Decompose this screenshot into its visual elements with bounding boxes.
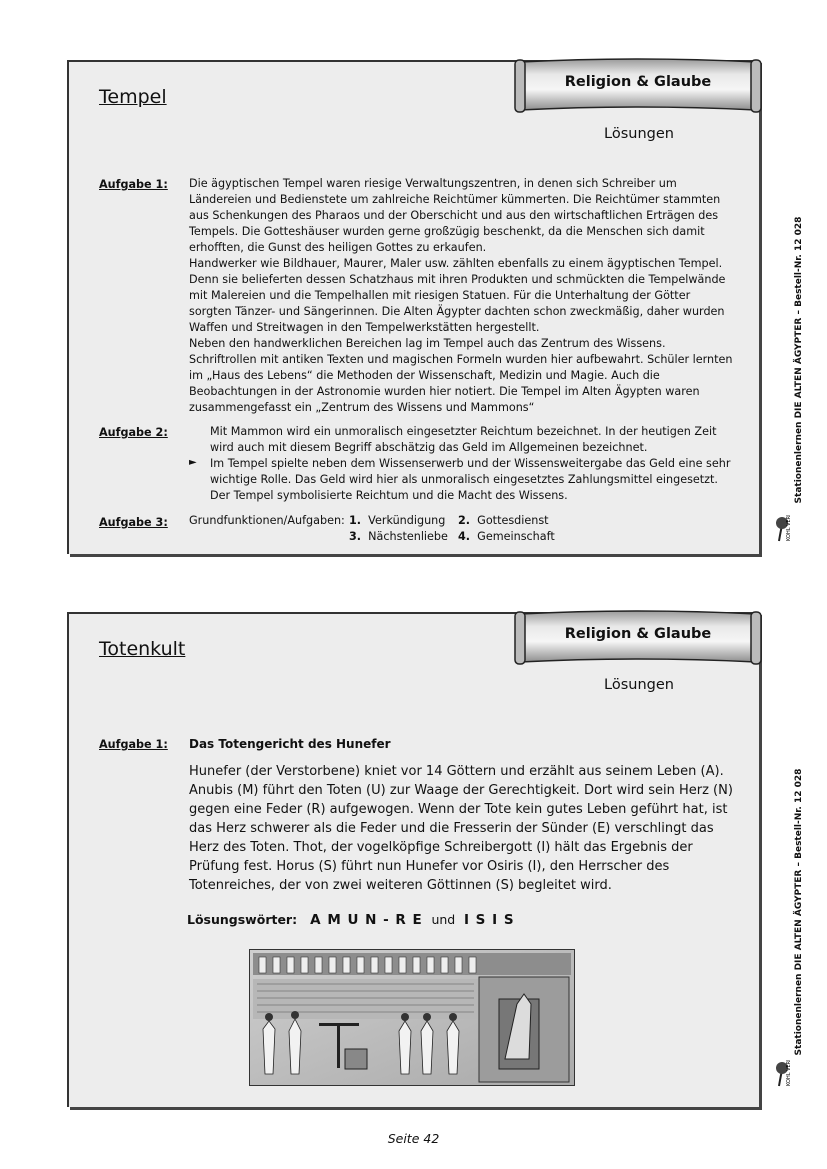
paragraph: Mit Mammon wird ein unmoralisch eingesetzter Reichtum bezeichnet. In der heutigen Zeit wird auch mit diesem Begriff abschätzig das Geld im Allgemeinen bezeichnet. <box>210 425 717 454</box>
banner-title: Religion & Glaube <box>564 74 712 90</box>
answer-connector: und <box>431 912 456 927</box>
task-label: Aufgabe 1: <box>99 178 168 191</box>
task-label: Aufgabe 3: <box>99 516 168 529</box>
task-label: Aufgabe 2: <box>99 426 168 439</box>
arrow-bullet-icon: ► <box>189 457 197 468</box>
solutions-label: Lösungen <box>604 126 674 142</box>
item-number: 4. <box>458 530 471 543</box>
answer-word-1: A M U N - R E <box>310 912 423 928</box>
item-number: 1. <box>349 514 362 527</box>
series-info: Stationenlernen DIE ALTEN ÄGYPTER – Bestell-Nr. 12 028 <box>794 216 804 504</box>
paragraph: Handwerker wie Bildhauer, Maurer, Maler usw. zählten ebenfalls zu einem ägyptischen Tempel. Denn sie belieferten dessen Schatzhaus mit ihren Produkten und schmückten die Tempelwände mit Malereien und die Tempelhallen mit riesigen Statuen. Für die Unterhaltung der Götter sorgten Tänzer- und Sängerinnen. Die Alten Ägypter dachten schon zweckmäßig, daher wurden Waffen und Streitwagen in den Tempelwerkstätten hergestellt. <box>189 257 726 334</box>
paragraph: Neben den handwerklichen Bereichen lag im Tempel auch das Zentrum des Wissens. Schriftrollen mit antiken Texten und magischen Formeln wurden hier aufbewahrt. Schüler lernten im „Haus des Lebens“ die Methoden der Wissenschaft, Medizin und Magie. Auch die Beobachtungen in der Astronomie wurden hier notiert. Die Tempel im Alten Ägypten waren zusammengefasst ein „Zentrum des Wissens und Mammons“ <box>189 337 733 414</box>
publisher-name: KOHL VERLAG <box>786 515 792 541</box>
section-title: Tempel <box>99 86 167 108</box>
sidebar-lower <box>771 722 815 1102</box>
list-item <box>458 514 549 527</box>
task-heading: Das Totengericht des Hunefer <box>189 737 391 751</box>
publisher-logo <box>773 1060 803 1088</box>
publisher-logo <box>773 515 803 543</box>
task3-intro: Grundfunktionen/Aufgaben: <box>189 514 345 527</box>
section-tempel <box>67 60 759 554</box>
item-text: Gemeinschaft <box>477 530 555 543</box>
answer-word-2: I S I S <box>463 912 515 928</box>
banner-title: Religion & Glaube <box>564 626 712 642</box>
list-item <box>349 514 445 527</box>
sidebar-upper <box>771 170 815 550</box>
solutions-label: Lösungen <box>604 677 674 693</box>
scroll-banner <box>514 56 762 116</box>
task1-body <box>189 176 734 416</box>
scroll-banner <box>514 608 762 668</box>
task2-body <box>210 424 738 504</box>
solution-words <box>187 912 515 928</box>
paragraph: Hunefer (der Verstorbene) kniet vor 14 Göttern und erzählt aus seinem Leben (A). Anubis (M) führt den Toten (U) zur Waage der Gerechtigkeit. Dort wird sein Herz (N) gegen eine Feder (R) aufgewogen. Wenn der Tote kein gutes Leben geführt hat, ist das Herz schwerer als die Feder und die Fresserin der Sünder (E) verschlingt das Herz des Toten. Thot, der vogelköpfige Schreibergott (I) hält das Ergebnis der Prüfung fest. Horus (S) führt nun Hunefer vor Osiris (I), den Herrscher des Totenreiches, der von zwei weiteren Göttinnen (S) begleitet wird. <box>189 764 733 893</box>
publisher-name: KOHL VERLAG <box>786 1060 792 1086</box>
item-text: Nächstenliebe <box>368 530 448 543</box>
item-number: 3. <box>349 530 362 543</box>
task1-body <box>189 762 739 895</box>
list-item <box>458 530 555 543</box>
paragraph: Im Tempel spielte neben dem Wissenserwerb und der Wissensweitergabe das Geld eine sehr wichtige Rolle. Das Geld wird hier als unmoralisch eingesetztes Zahlungsmittel eingesetzt. Der Tempel symbolisierte Reichtum und die Macht des Wissens. <box>210 457 731 502</box>
task-label: Aufgabe 1: <box>99 738 168 751</box>
item-text: Verkündigung <box>368 514 446 527</box>
list-item <box>349 530 448 543</box>
series-info: Stationenlernen DIE ALTEN ÄGYPTER – Bestell-Nr. 12 028 <box>794 768 804 1056</box>
papyrus-illustration <box>249 949 575 1086</box>
item-number: 2. <box>458 514 471 527</box>
paragraph: Die ägyptischen Tempel waren riesige Verwaltungszentren, in denen sich Schreiber um Ländereien und Bedienstete um zahlreiche Reichtümer kümmerten. Die Reichtümer stammten aus Schenkungen des Pharaos und der Oberschicht und aus den wirtschaftlichen Erträgen des Tempels. Die Gotteshäuser wurden gerne großzügig beschenkt, da die Menschen sich damit erhofften, die Gunst des heiligen Gottes zu erkaufen. <box>189 177 721 254</box>
answer-label: Lösungswörter: <box>187 912 298 927</box>
page-number: Seite 42 <box>387 1131 440 1146</box>
item-text: Gottesdienst <box>477 514 549 527</box>
section-title: Totenkult <box>99 638 186 660</box>
